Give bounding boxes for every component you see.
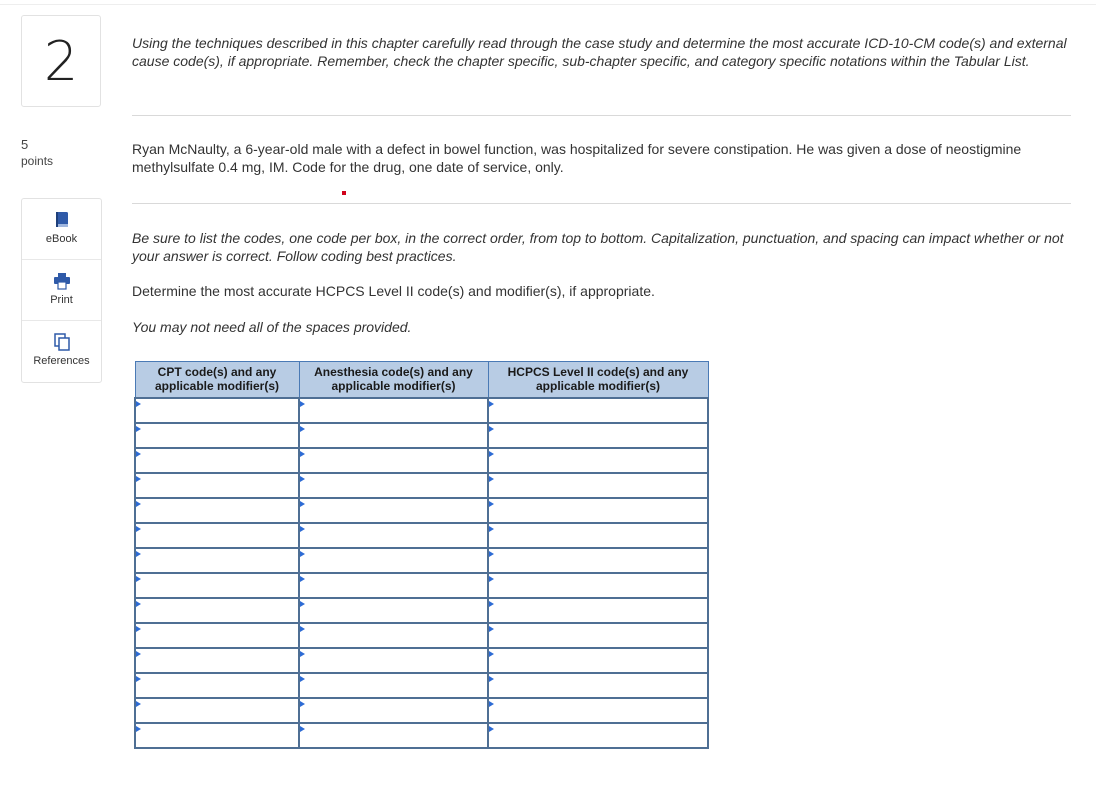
anesthesia-code-cell (299, 448, 488, 473)
column-header-hcpcs: HCPCS Level II code(s) and any applicable modifier(s) (488, 362, 708, 398)
anesthesia-code-input[interactable] (300, 599, 487, 622)
print-label: Print (50, 294, 73, 306)
hcpcs-code-input[interactable] (489, 674, 707, 697)
tools-panel (21, 198, 102, 383)
hcpcs-code-cell (488, 398, 708, 423)
cpt-code-input[interactable] (136, 474, 298, 497)
anesthesia-code-input[interactable] (300, 724, 487, 747)
hcpcs-code-cell (488, 723, 708, 748)
case-study-text: Ryan McNaulty, a 6-year-old male with a defect in bowel function, was hospitalized for severe constipation. He was given a dose of neostigmine methylsulfate 0.4 mg, IM. Code for the drug, one date of service, only. (132, 141, 1022, 175)
red-marker (342, 191, 346, 195)
hcpcs-code-input[interactable] (489, 399, 707, 422)
anesthesia-code-input[interactable] (300, 699, 487, 722)
cpt-code-cell (135, 448, 299, 473)
cpt-code-input[interactable] (136, 499, 298, 522)
references-button[interactable] (22, 321, 101, 382)
points-value: 5 (21, 137, 29, 152)
hcpcs-code-cell (488, 623, 708, 648)
cpt-code-input[interactable] (136, 424, 298, 447)
anesthesia-code-cell (299, 623, 488, 648)
hcpcs-code-cell (488, 498, 708, 523)
printer-icon (53, 272, 71, 290)
hcpcs-code-input[interactable] (489, 649, 707, 672)
anesthesia-code-cell (299, 548, 488, 573)
table-row (135, 398, 708, 423)
anesthesia-code-input[interactable] (300, 624, 487, 647)
hcpcs-code-cell (488, 648, 708, 673)
anesthesia-code-cell (299, 398, 488, 423)
hcpcs-code-input[interactable] (489, 474, 707, 497)
table-row (135, 573, 708, 598)
table-row (135, 698, 708, 723)
anesthesia-code-input[interactable] (300, 549, 487, 572)
anesthesia-code-input[interactable] (300, 424, 487, 447)
table-row (135, 448, 708, 473)
anesthesia-code-input[interactable] (300, 499, 487, 522)
cpt-code-cell (135, 398, 299, 423)
hcpcs-code-cell (488, 523, 708, 548)
anesthesia-code-input[interactable] (300, 574, 487, 597)
cpt-code-cell (135, 473, 299, 498)
hcpcs-code-cell (488, 423, 708, 448)
hcpcs-code-input[interactable] (489, 524, 707, 547)
hcpcs-code-input[interactable] (489, 599, 707, 622)
hcpcs-code-cell (488, 573, 708, 598)
hcpcs-code-input[interactable] (489, 549, 707, 572)
cpt-code-cell (135, 723, 299, 748)
cpt-code-input[interactable] (136, 524, 298, 547)
cpt-code-input[interactable] (136, 399, 298, 422)
points-label: points (21, 154, 54, 168)
cpt-code-cell (135, 548, 299, 573)
question-intro: Using the techniques described in this chapter carefully read through the case study and determine the most accurate ICD-10-CM code(s) and external cause code(s), if appropriate. Remember, check the chapter specific, sub-chapter specific, and category specific notations within the Tabular List. (132, 35, 1067, 69)
section-divider (132, 203, 1071, 204)
cpt-code-cell (135, 673, 299, 698)
anesthesia-code-cell (299, 673, 488, 698)
hcpcs-code-input[interactable] (489, 449, 707, 472)
anesthesia-code-cell (299, 498, 488, 523)
references-label: References (33, 355, 90, 367)
references-icon (53, 333, 71, 351)
table-row (135, 498, 708, 523)
top-divider (0, 4, 1096, 5)
task-prompt: Determine the most accurate HCPCS Level II code(s) and modifier(s), if appropriate. (132, 283, 655, 299)
print-button[interactable] (22, 260, 101, 321)
anesthesia-code-cell (299, 573, 488, 598)
ebook-button[interactable] (22, 199, 101, 260)
code-entry-table (134, 361, 709, 749)
cpt-code-input[interactable] (136, 599, 298, 622)
anesthesia-code-input[interactable] (300, 649, 487, 672)
spaces-note: You may not need all of the spaces provided. (132, 319, 412, 335)
anesthesia-code-cell (299, 473, 488, 498)
section-divider (132, 115, 1071, 116)
anesthesia-code-cell (299, 523, 488, 548)
hcpcs-code-input[interactable] (489, 624, 707, 647)
anesthesia-code-cell (299, 723, 488, 748)
hcpcs-code-cell (488, 448, 708, 473)
question-number-card (21, 15, 101, 107)
hcpcs-code-cell (488, 698, 708, 723)
table-row (135, 473, 708, 498)
cpt-code-input[interactable] (136, 699, 298, 722)
hcpcs-code-cell (488, 473, 708, 498)
anesthesia-code-input[interactable] (300, 674, 487, 697)
cpt-code-cell (135, 698, 299, 723)
anesthesia-code-input[interactable] (300, 474, 487, 497)
cpt-code-input[interactable] (136, 574, 298, 597)
anesthesia-code-cell (299, 598, 488, 623)
anesthesia-code-input[interactable] (300, 524, 487, 547)
cpt-code-cell (135, 648, 299, 673)
hcpcs-code-input[interactable] (489, 424, 707, 447)
column-header-anesthesia: Anesthesia code(s) and any applicable modifier(s) (299, 362, 488, 398)
cpt-code-cell (135, 423, 299, 448)
ebook-label: eBook (45, 233, 78, 245)
cpt-code-input[interactable] (136, 449, 298, 472)
hcpcs-code-input[interactable] (489, 699, 707, 722)
cpt-code-cell (135, 598, 299, 623)
anesthesia-code-cell (299, 698, 488, 723)
table-row (135, 648, 708, 673)
table-row (135, 423, 708, 448)
hcpcs-code-cell (488, 673, 708, 698)
anesthesia-code-input[interactable] (300, 449, 487, 472)
table-row (135, 723, 708, 748)
cpt-code-cell (135, 498, 299, 523)
cpt-code-cell (135, 623, 299, 648)
anesthesia-code-cell (299, 648, 488, 673)
cpt-code-cell (135, 573, 299, 598)
table-row (135, 673, 708, 698)
table-row (135, 523, 708, 548)
instructions-text: Be sure to list the codes, one code per box, in the correct order, from top to bottom. Capitalization, punctuation, and spacing can impact whether or not your answer is correct. Follow coding best practices. (132, 230, 1064, 264)
hcpcs-code-input[interactable] (489, 499, 707, 522)
anesthesia-code-cell (299, 423, 488, 448)
cpt-code-input[interactable] (136, 549, 298, 572)
table-row (135, 623, 708, 648)
cpt-code-input[interactable] (136, 624, 298, 647)
cpt-code-input[interactable] (136, 649, 298, 672)
cpt-code-input[interactable] (136, 724, 298, 747)
cpt-code-input[interactable] (136, 674, 298, 697)
hcpcs-code-cell (488, 598, 708, 623)
table-row (135, 598, 708, 623)
column-header-cpt: CPT code(s) and any applicable modifier(s) (135, 362, 299, 398)
hcpcs-code-cell (488, 548, 708, 573)
cpt-code-cell (135, 523, 299, 548)
book-icon (53, 211, 71, 229)
table-row (135, 548, 708, 573)
hcpcs-code-input[interactable] (489, 574, 707, 597)
anesthesia-code-input[interactable] (300, 399, 487, 422)
hcpcs-code-input[interactable] (489, 724, 707, 747)
question-number: 2 (43, 29, 79, 93)
